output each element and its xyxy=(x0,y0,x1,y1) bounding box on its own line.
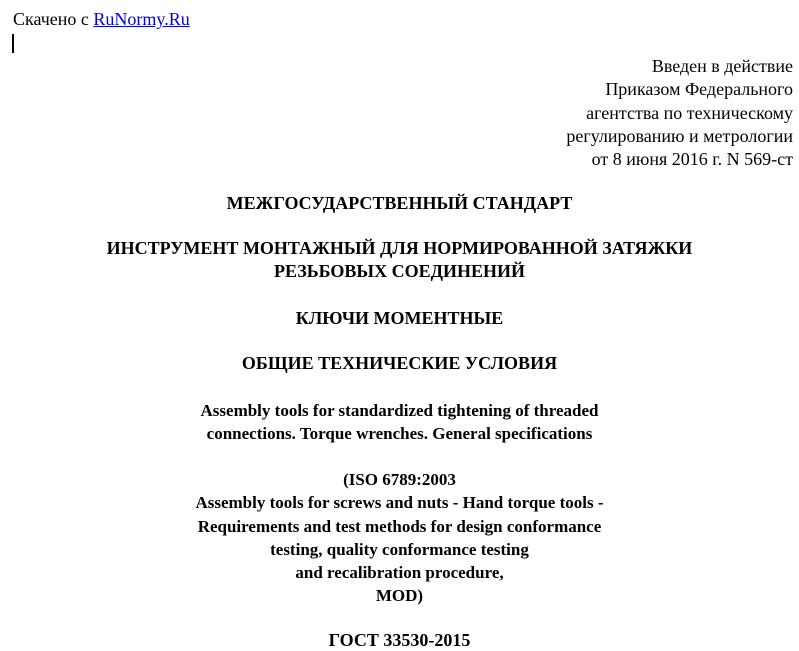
document-subtitle: КЛЮЧИ МОМЕНТНЫЕ xyxy=(295,308,504,328)
approval-line: агентства по техническому xyxy=(586,102,793,123)
english-title-line: Assembly tools for standardized tightening of threaded xyxy=(200,401,599,420)
approval-block xyxy=(566,55,793,171)
document-title xyxy=(0,237,799,283)
iso-line: (ISO 6789:2003 xyxy=(343,470,456,489)
iso-line: Requirements and test methods for design conformance xyxy=(197,516,602,536)
text-cursor xyxy=(12,34,14,53)
iso-line: MOD) xyxy=(375,586,424,606)
gost-designation: ГОСТ 33530-2015 xyxy=(328,630,471,650)
source-line xyxy=(13,8,190,30)
title-line: РЕЗЬБОВЫХ СОЕДИНЕНИЙ xyxy=(274,261,525,281)
approval-line: Введен в действие xyxy=(651,56,793,76)
source-prefix: Скачено с xyxy=(13,9,94,29)
iso-line: Assembly tools for screws and nuts - Hand torque tools - xyxy=(195,493,604,513)
iso-line: and recalibration procedure, xyxy=(295,563,504,583)
standard-type-heading: МЕЖГОСУДАРСТВЕННЫЙ СТАНДАРТ xyxy=(226,193,573,213)
source-link[interactable]: RuNormy.Ru xyxy=(93,9,190,29)
document-subtitle-conditions: ОБЩИЕ ТЕХНИЧЕСКИЕ УСЛОВИЯ xyxy=(241,353,558,373)
iso-line: testing, quality conformance testing xyxy=(270,539,529,559)
english-title xyxy=(0,399,799,445)
approval-line: регулированию и метрологии xyxy=(566,125,793,146)
approval-line: Приказом Федерального xyxy=(605,79,793,100)
title-line: ИНСТРУМЕНТ МОНТАЖНЫЙ ДЛЯ НОРМИРОВАННОЙ ЗАТЯЖКИ xyxy=(106,238,693,258)
english-title-line: connections. Torque wrenches. General specifications xyxy=(206,424,593,443)
iso-reference xyxy=(0,468,799,608)
approval-line: от 8 июня 2016 г. N 569-ст xyxy=(591,149,793,170)
